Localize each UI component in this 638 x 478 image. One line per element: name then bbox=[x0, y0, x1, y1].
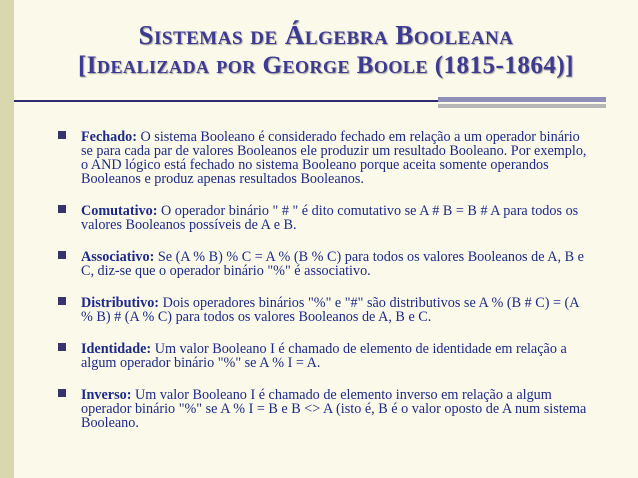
slide-title bbox=[14, 0, 638, 100]
list-item-fechado bbox=[58, 130, 588, 186]
list-item-comutativo bbox=[58, 204, 588, 232]
property-term: Associativo: bbox=[81, 249, 155, 265]
square-bullet-icon bbox=[58, 205, 66, 213]
property-term: Identidade: bbox=[81, 341, 152, 357]
property-description: Um valor Booleano I é chamado de elemento inverso em relação a algum operador binário "%" se A % I = B e B <> A (isto é, B é o valor oposto de A num sistema Booleano. bbox=[81, 387, 587, 431]
list-item-inverso bbox=[58, 388, 588, 430]
property-description: Se (A % B) % C = A % (B % C) para todos os valores Booleanos de A, B e C, diz-se que o operador binário "%" é associativo. bbox=[81, 249, 584, 279]
list-item-associativo bbox=[58, 250, 588, 278]
square-bullet-icon bbox=[58, 343, 66, 351]
property-description: Um valor Booleano I é chamado de elemento de identidade em relação a algum operador binário "%" se A % I = A. bbox=[81, 341, 567, 371]
property-description: Dois operadores binários "%" e "#" são distributivos se A % (B # C) = (A % B) # (A % C) para todos os valores Booleanos de A, B e C. bbox=[81, 295, 579, 325]
title-line-1: Sistemas de Álgebra Booleana bbox=[138, 20, 514, 50]
list-item-distributivo bbox=[58, 296, 588, 324]
property-list bbox=[58, 130, 588, 448]
title-divider bbox=[14, 100, 438, 102]
square-bullet-icon bbox=[58, 297, 66, 305]
square-bullet-icon bbox=[58, 251, 66, 259]
property-term: Inverso: bbox=[81, 387, 132, 403]
property-term: Distributivo: bbox=[81, 295, 160, 311]
square-bullet-icon bbox=[58, 389, 66, 397]
title-divider-accent-bottom bbox=[438, 104, 606, 108]
property-description: O sistema Booleano é considerado fechado em relação a um operador binário se para cada par de valores Booleanos ele produzir um resultado Booleano. Por exemplo, o AND lógico está fechado no sistema Booleano porque aceita somente operandos Booleanos e produz apenas resultados Booleanos. bbox=[81, 129, 587, 187]
list-item-identidade bbox=[58, 342, 588, 370]
property-term: Fechado: bbox=[81, 129, 137, 145]
left-accent-bar bbox=[0, 0, 14, 478]
property-description: O operador binário " # " é dito comutativo se A # B = B # A para todos os valores Booleanos possíveis de A e B. bbox=[81, 203, 579, 233]
title-divider-accent-top bbox=[438, 97, 606, 102]
property-term: Comutativo: bbox=[81, 203, 158, 219]
title-line-2: [Idealizada por George Boole (1815-1864)] bbox=[77, 52, 574, 79]
square-bullet-icon bbox=[58, 131, 66, 139]
